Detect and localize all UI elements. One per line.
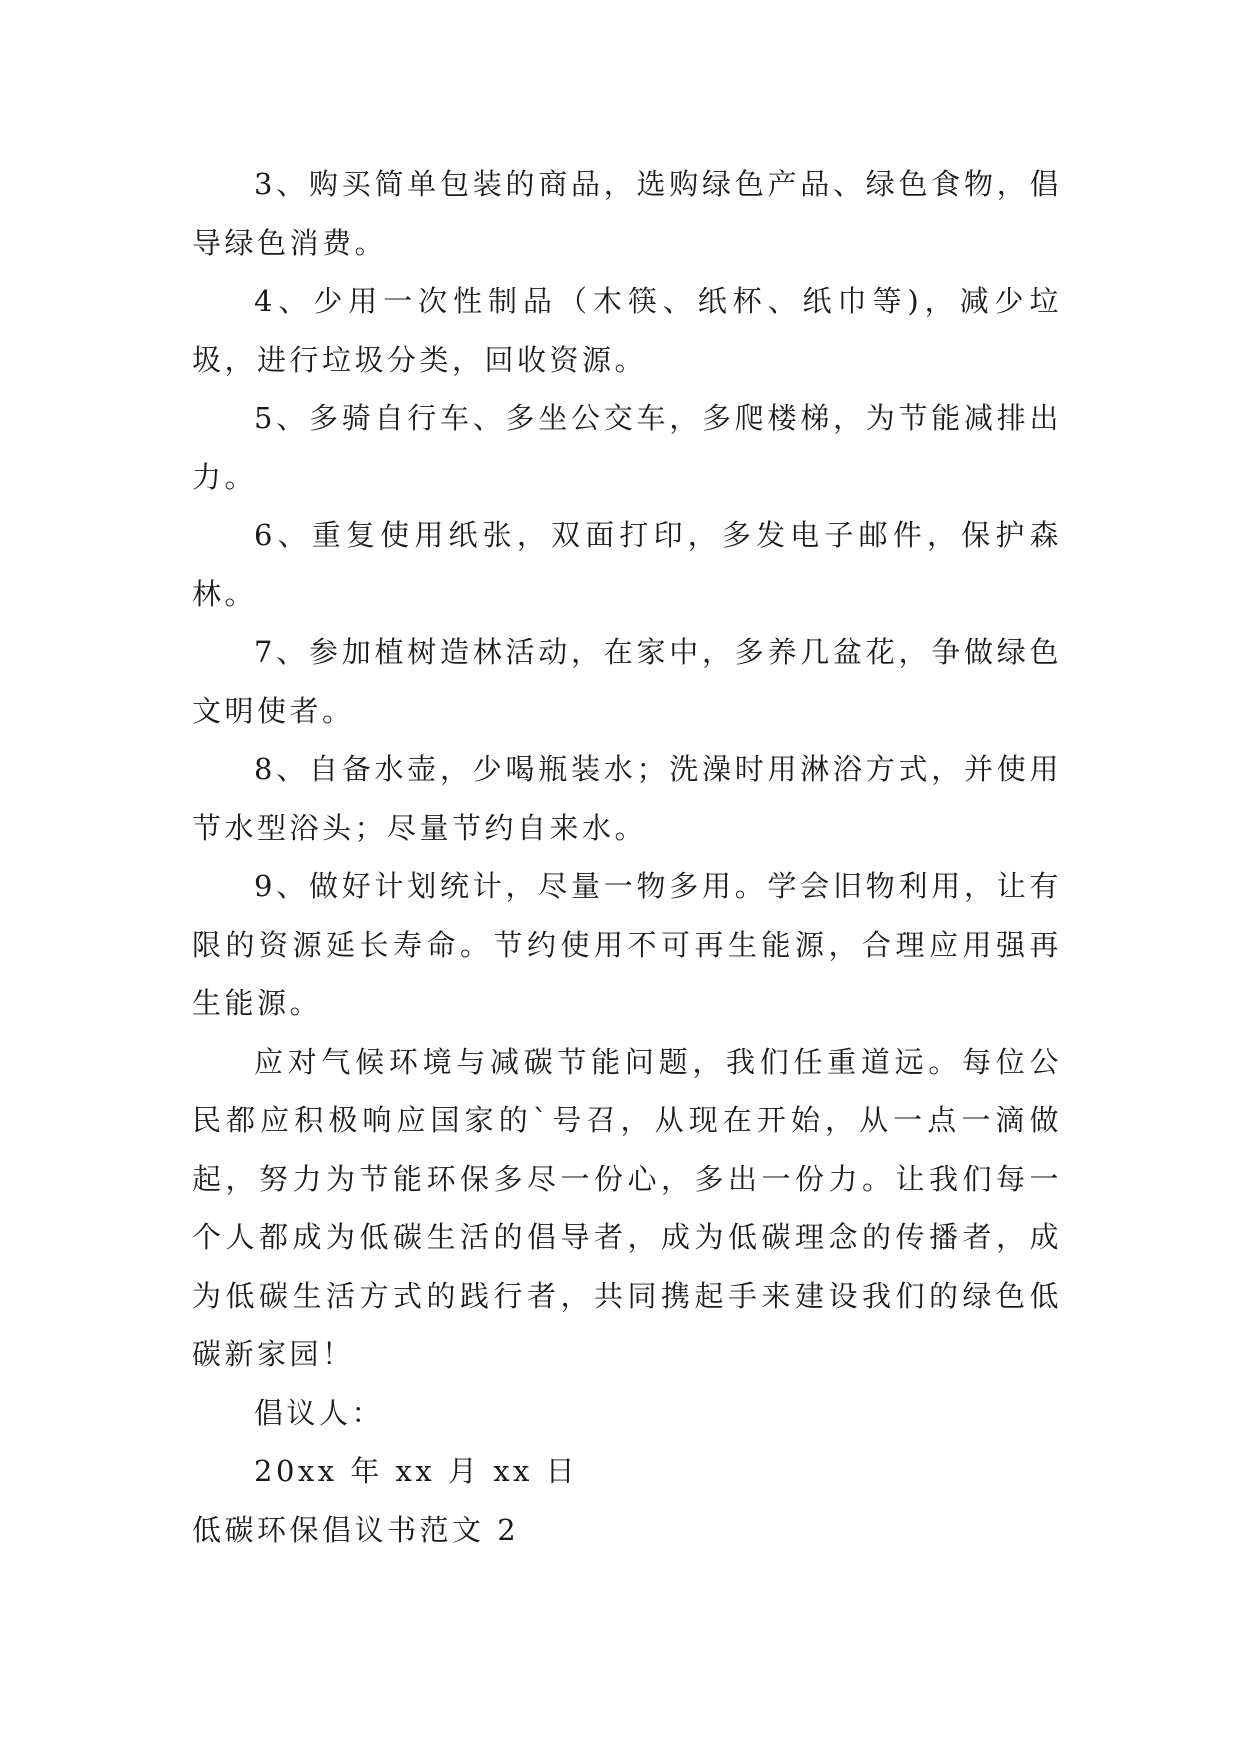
paragraph-item-4: 4、少用一次性制品（木筷、纸杯、纸巾等)，减少垃圾，进行垃圾分类，回收资源。 xyxy=(192,284,1062,377)
document-page xyxy=(192,155,1062,1559)
paragraph-item-5: 5、多骑自行车、多坐公交车，多爬楼梯，为节能减排出力。 xyxy=(192,401,1062,494)
initiator-label: 倡议人： xyxy=(254,1395,385,1430)
paragraph-item-6: 6、重复使用纸张，双面打印，多发电子邮件，保护森林。 xyxy=(192,518,1062,611)
closing-paragraph: 应对气候环境与减碳节能问题，我们任重道远。每位公民都应积极响应国家的`号召，从现在开始，从一点一滴做起，努力为节能环保多尽一份心，多出一份力。让我们每一个人都成为低碳生活的倡导者，成为低碳理念的传播者，成为低碳生活方式的践行者，共同携起手来建设我们的绿色低碳新家园！ xyxy=(192,1044,1062,1371)
paragraph-item-3: 3、购买简单包装的商品，选购绿色产品、绿色食物，倡导绿色消费。 xyxy=(192,167,1062,260)
paragraph-item-8: 8、自备水壶，少喝瓶装水；洗澡时用淋浴方式，并使用节水型浴头；尽量节约自来水。 xyxy=(192,752,1062,845)
paragraph-item-9: 9、做好计划统计，尽量一物多用。学会旧物利用，让有限的资源延长寿命。节约使用不可再生能源，合理应用强再生能源。 xyxy=(192,869,1062,1020)
next-section-title: 低碳环保倡议书范文 2 xyxy=(192,1512,520,1547)
date-line: 20xx 年 xx 月 xx 日 xyxy=(254,1454,579,1488)
paragraph-item-7: 7、参加植树造林活动，在家中，多养几盆花，争做绿色文明使者。 xyxy=(192,635,1062,728)
